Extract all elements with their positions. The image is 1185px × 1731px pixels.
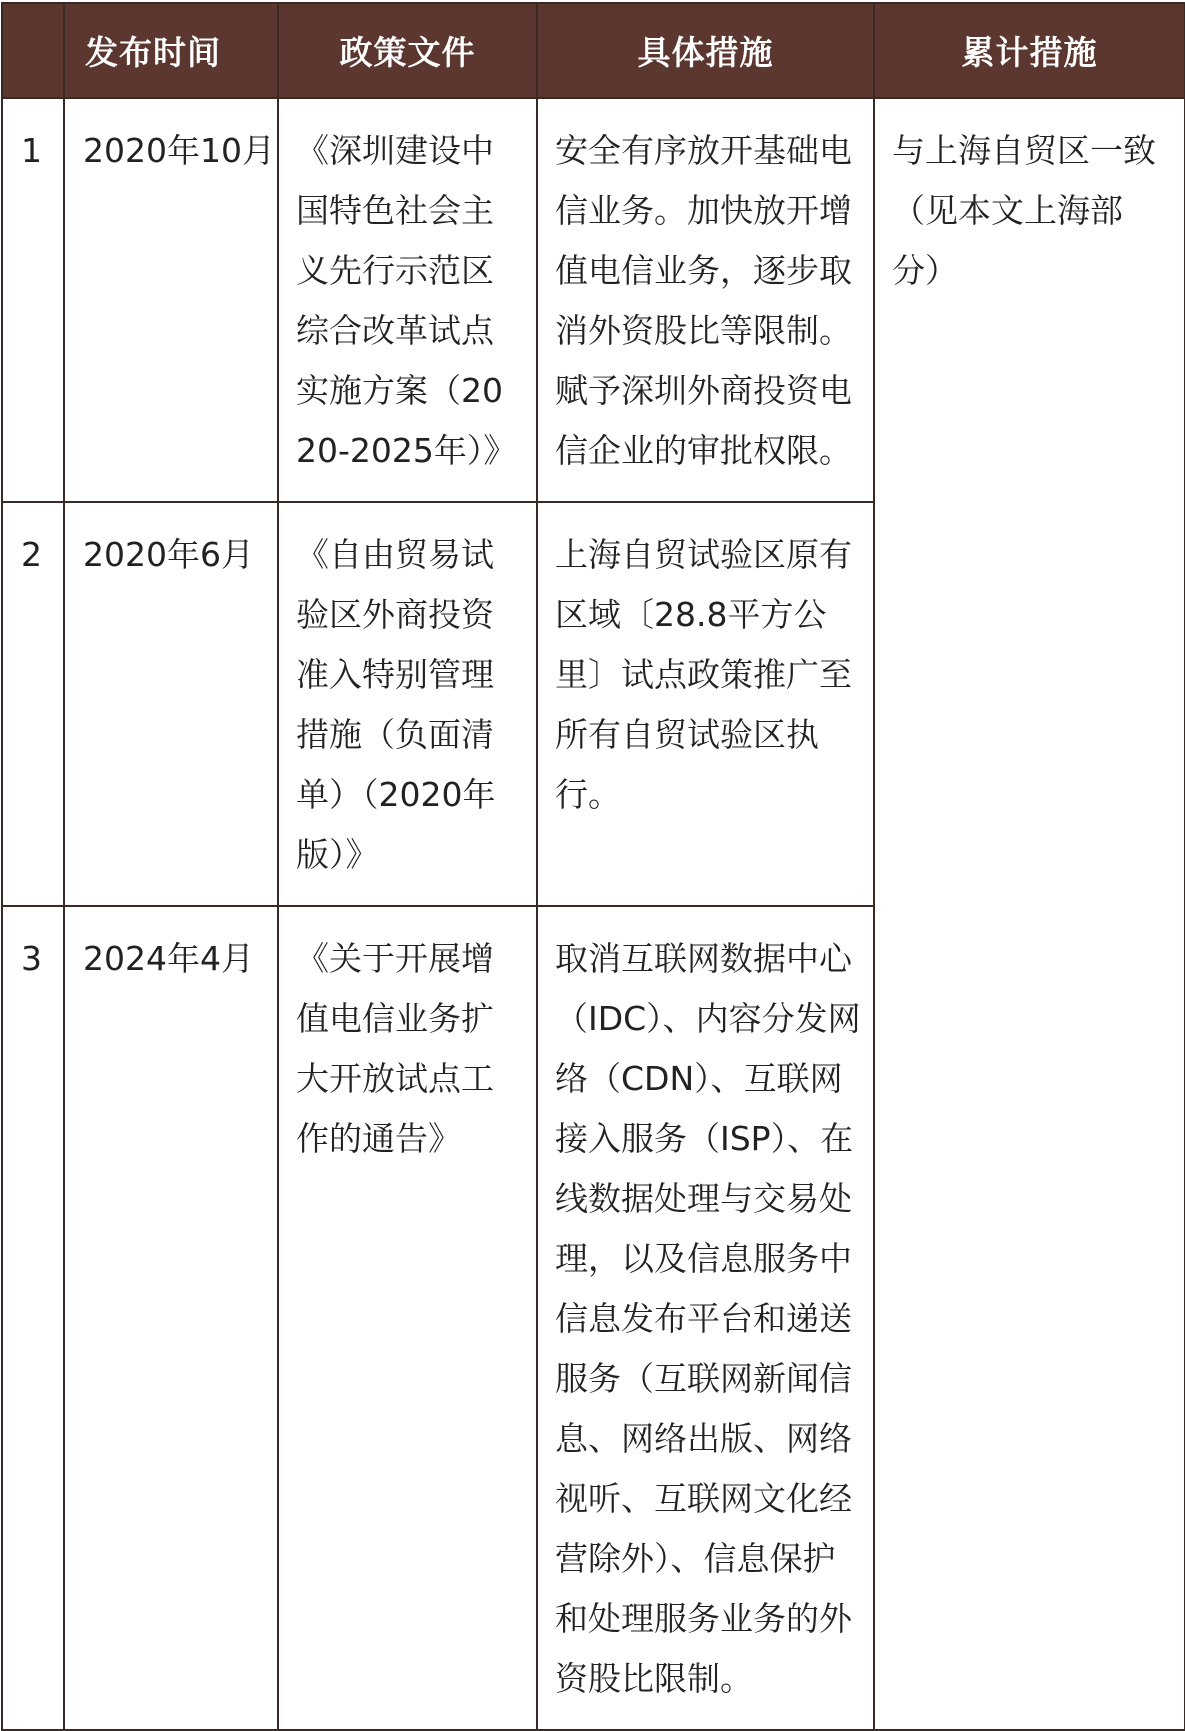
table-row: [2, 98, 1185, 502]
policy-table: [1, 2, 1185, 1731]
header-policy-document: 政策文件: [278, 3, 537, 98]
row-number: 1: [2, 98, 64, 502]
release-date: 2020年6月: [64, 502, 278, 906]
table-header: [2, 3, 1185, 98]
header-row: [2, 3, 1185, 98]
specific-measures: 上海自贸试验区原有区域〔28.8平方公里〕试点政策推广至所有自贸试验区执行。: [537, 502, 874, 906]
table-body: [2, 98, 1185, 1730]
row-number: 2: [2, 502, 64, 906]
policy-document: 《关于开展增值电信业务扩大开放试点工作的通告》: [278, 906, 537, 1730]
specific-measures: 取消互联网数据中心（IDC）、内容分发网络（CDN）、互联网接入服务（ISP）、在线数据处理与交易处理，以及信息服务中信息发布平台和递送服务（互联网新闻信息、网络出版、网络视听、互联网文化经营除外）、信息保护和处理服务业务的外资股比限制。: [537, 906, 874, 1730]
specific-measures: 安全有序放开基础电信业务。加快放开增值电信业务，逐步取消外资股比等限制。赋予深圳外商投资电信企业的审批权限。: [537, 98, 874, 502]
header-specific-measures: 具体措施: [537, 3, 874, 98]
policy-document: 《自由贸易试验区外商投资准入特别管理措施（负面清单）（2020年版）》: [278, 502, 537, 906]
header-number: [2, 3, 64, 98]
header-cumulative-measures: 累计措施: [874, 3, 1185, 98]
policy-document: 《深圳建设中国特色社会主义先行示范区综合改革试点实施方案（2020-2025年）》: [278, 98, 537, 502]
release-date: 2024年4月: [64, 906, 278, 1730]
header-release-date: 发布时间: [64, 3, 278, 98]
cumulative-measures: 与上海自贸区一致（见本文上海部分）: [874, 98, 1185, 1730]
row-number: 3: [2, 906, 64, 1730]
release-date: 2020年10月: [64, 98, 278, 502]
